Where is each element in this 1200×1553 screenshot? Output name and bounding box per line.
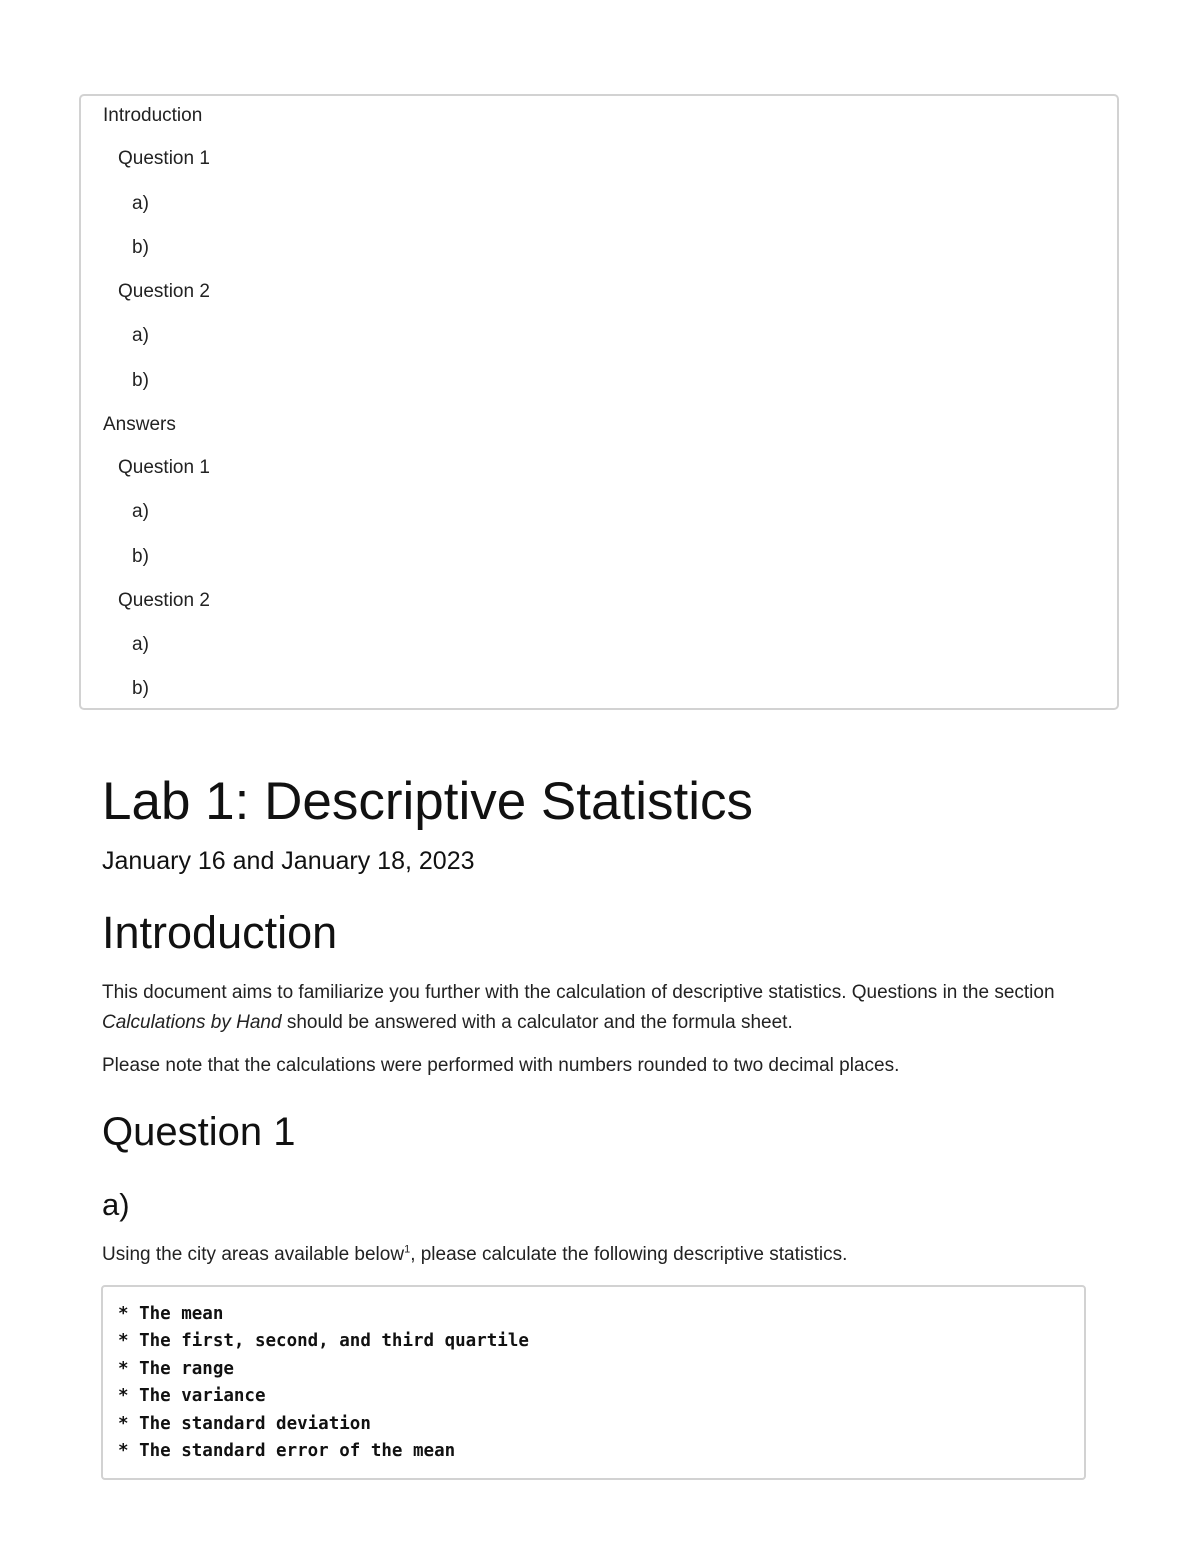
intro-paragraph-1-text-b: should be answered with a calculator and the formula sheet. bbox=[281, 1012, 793, 1033]
intro-paragraph-2: Please note that the calculations were performed with numbers rounded to two decimal places. bbox=[102, 1055, 900, 1076]
toc-item-intro-question-1[interactable]: Question 1 bbox=[118, 148, 210, 169]
code-line-mean: * The mean bbox=[118, 1304, 224, 1324]
question-1-heading: Question 1 bbox=[102, 1110, 296, 1154]
document-title: Lab 1: Descriptive Statistics bbox=[102, 772, 753, 831]
footnote-marker[interactable]: 1 bbox=[404, 1243, 411, 1256]
intro-paragraph-1 bbox=[102, 978, 1092, 1038]
toc-item-answers-q1-b[interactable]: b) bbox=[132, 546, 149, 567]
toc-item-intro-q1-b[interactable]: b) bbox=[132, 237, 149, 258]
toc-item-intro-q2-a[interactable]: a) bbox=[132, 325, 149, 346]
toc-item-answers-question-2[interactable]: Question 2 bbox=[118, 590, 210, 611]
question-1a-text-a: Using the city areas available below bbox=[102, 1244, 405, 1265]
question-1a-heading: a) bbox=[102, 1187, 130, 1222]
question-1a-text-b: , please calculate the following descriptive statistics. bbox=[410, 1244, 848, 1265]
intro-paragraph-1-text-a: This document aims to familiarize you further with the calculation of descriptive statistics. Questions in the section bbox=[102, 982, 1055, 1003]
toc-item-answers-q2-a[interactable]: a) bbox=[132, 634, 149, 655]
toc-item-introduction[interactable]: Introduction bbox=[103, 105, 203, 126]
toc-item-answers-q1-a[interactable]: a) bbox=[132, 501, 149, 522]
code-line-range: * The range bbox=[118, 1358, 234, 1379]
code-line-standard-deviation: * The standard deviation bbox=[118, 1413, 371, 1434]
question-1a-text bbox=[102, 1240, 1092, 1270]
toc-item-intro-q2-b[interactable]: b) bbox=[132, 370, 149, 391]
introduction-heading: Introduction bbox=[102, 907, 338, 958]
intro-paragraph-1-emphasis: Calculations by Hand bbox=[102, 1012, 282, 1033]
toc-item-answers[interactable]: Answers bbox=[103, 414, 176, 435]
table-of-contents bbox=[79, 94, 1119, 710]
code-line-quartiles: * The first, second, and third quartile bbox=[118, 1331, 529, 1352]
code-line-variance: * The variance bbox=[118, 1386, 266, 1407]
toc-item-answers-question-1[interactable]: Question 1 bbox=[118, 457, 210, 478]
toc-item-answers-q2-b[interactable]: b) bbox=[132, 678, 149, 699]
toc-item-intro-q1-a[interactable]: a) bbox=[132, 193, 149, 214]
document-date: January 16 and January 18, 2023 bbox=[102, 847, 475, 875]
code-line-standard-error: * The standard error of the mean bbox=[118, 1441, 456, 1462]
code-block bbox=[101, 1285, 1086, 1480]
toc-item-intro-question-2[interactable]: Question 2 bbox=[118, 281, 210, 302]
